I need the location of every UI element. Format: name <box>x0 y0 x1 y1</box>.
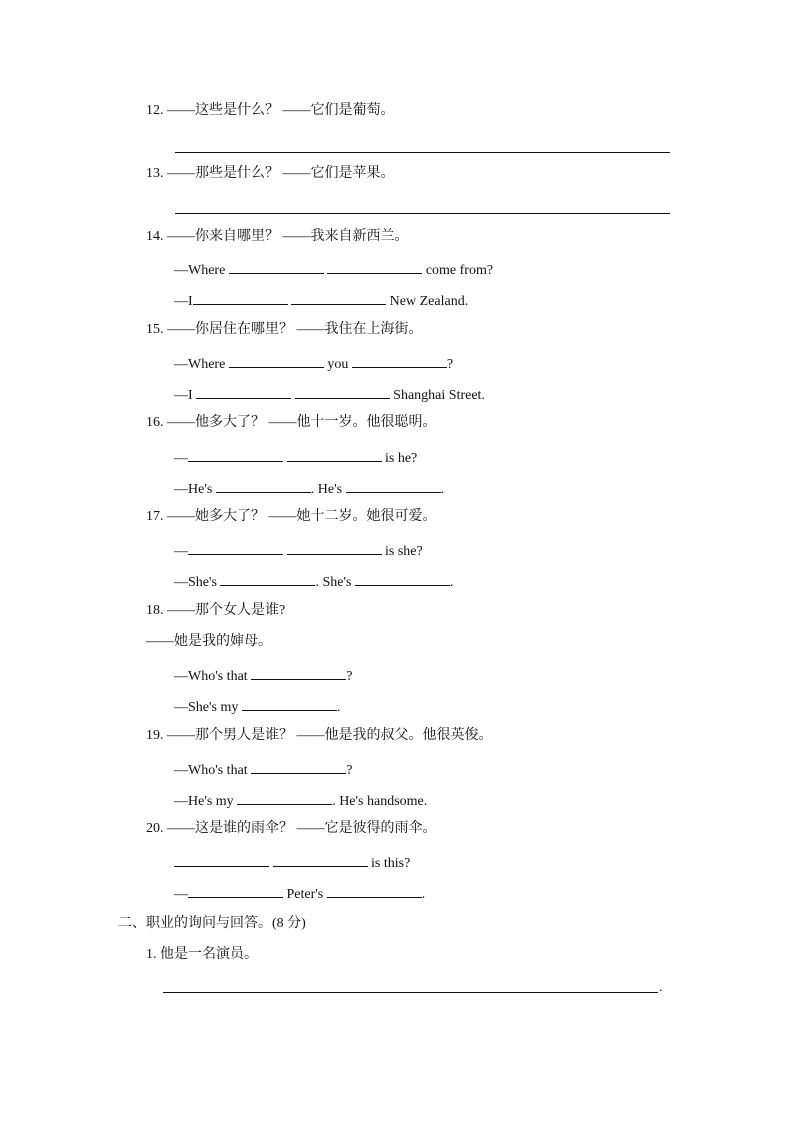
answer-line-13[interactable] <box>175 213 670 214</box>
q16-line-1 <box>174 447 417 468</box>
text-segment: Shanghai Street. <box>393 388 485 403</box>
text-segment: is this? <box>371 856 411 871</box>
text-segment: . <box>440 482 445 497</box>
text-segment: . <box>449 575 454 590</box>
question-13 <box>146 165 395 183</box>
fill-blank[interactable] <box>251 665 346 680</box>
text-segment: ? <box>346 763 353 778</box>
question-14 <box>146 228 409 246</box>
text-segment: . <box>421 887 426 902</box>
question-number: 17. <box>146 509 164 524</box>
text-segment: —I <box>174 294 193 309</box>
fill-blank[interactable] <box>291 290 386 305</box>
fill-blank[interactable] <box>216 478 311 493</box>
fill-blank[interactable] <box>251 759 346 774</box>
text-segment: ? <box>346 669 353 684</box>
fill-blank[interactable] <box>273 852 368 867</box>
question-prompt: ——这是谁的雨伞？ ——它是彼得的雨伞。 <box>167 821 437 836</box>
q20-line-2 <box>174 883 425 904</box>
fill-blank[interactable] <box>188 447 283 462</box>
question-15 <box>146 321 423 339</box>
fill-blank[interactable] <box>295 384 390 399</box>
text-segment: — <box>174 451 188 466</box>
text-segment: you <box>327 357 349 372</box>
fill-blank[interactable] <box>287 540 382 555</box>
question-prompt: ——那个男人是谁？ ——他是我的叔父。他很英俊。 <box>167 728 493 743</box>
question-prompt: ——那个女人是谁? <box>167 603 286 618</box>
question-prompt: ——他多大了？ ——他十一岁。他很聪明。 <box>167 415 437 430</box>
fill-blank[interactable] <box>287 447 382 462</box>
question-number: 13. <box>146 166 164 181</box>
q18-line-2 <box>174 696 340 717</box>
text-segment: New Zealand. <box>389 294 469 309</box>
question-12 <box>146 102 395 120</box>
q14-line-2 <box>174 290 468 311</box>
text-segment: is he? <box>385 451 418 466</box>
fill-blank[interactable] <box>229 353 324 368</box>
fill-blank[interactable] <box>193 290 288 305</box>
question-16 <box>146 414 437 432</box>
fill-blank[interactable] <box>346 478 441 493</box>
fill-blank[interactable] <box>352 353 447 368</box>
question-17 <box>146 508 437 526</box>
fill-blank[interactable] <box>237 790 332 805</box>
text-segment: —Who's that <box>174 763 248 778</box>
question-number: 15. <box>146 322 164 337</box>
question-number: 1. <box>146 947 157 962</box>
answer-line-s2-1[interactable] <box>163 992 658 993</box>
q20-line-1 <box>174 852 410 873</box>
question-prompt: 他是一名演员。 <box>160 947 258 962</box>
question-number: 14. <box>146 229 164 244</box>
text-segment: —He's <box>174 482 213 497</box>
answer-line-12[interactable] <box>175 152 670 153</box>
question-number: 12. <box>146 103 164 118</box>
text-segment: —Where <box>174 263 226 278</box>
question-19 <box>146 727 493 745</box>
fill-blank[interactable] <box>188 883 283 898</box>
section-2-title <box>118 915 306 933</box>
text-segment: Peter's <box>286 887 324 902</box>
text-segment: . He's handsome. <box>332 794 428 809</box>
text-segment: ? <box>446 357 454 372</box>
fill-blank[interactable] <box>327 259 422 274</box>
fill-blank[interactable] <box>174 852 269 867</box>
section-heading: 二、职业的询问与回答。(8 分) <box>118 916 306 931</box>
section-2-question-1 <box>146 946 258 964</box>
question-prompt: ——你居住在哪里？ ——我住在上海街。 <box>167 322 423 337</box>
text-segment: . She's <box>315 575 352 590</box>
question-number: 18. <box>146 603 164 618</box>
fill-blank[interactable] <box>242 696 337 711</box>
q19-line-2 <box>174 790 427 811</box>
text-segment: — <box>174 887 188 902</box>
text-segment: —I <box>174 388 193 403</box>
text-segment: . <box>336 700 341 715</box>
text-segment: is she? <box>385 544 423 559</box>
question-number: 20. <box>146 821 164 836</box>
question-prompt: ——这些是什么？ ——它们是葡萄。 <box>167 103 395 118</box>
q14-line-1 <box>174 259 493 280</box>
q15-line-2 <box>174 384 485 405</box>
question-number: 19. <box>146 728 164 743</box>
text-segment: —Where <box>174 357 226 372</box>
period-mark: . <box>659 980 663 995</box>
q16-line-2 <box>174 478 444 499</box>
text-segment: —Who's that <box>174 669 248 684</box>
fill-blank[interactable] <box>355 571 450 586</box>
q15-line-1 <box>174 353 453 374</box>
text-segment: —She's <box>174 575 217 590</box>
text-segment: come from? <box>425 263 494 278</box>
text-segment: —He's my <box>174 794 234 809</box>
question-18-answer-prompt <box>146 633 272 651</box>
question-prompt: ——那些是什么？ ——它们是苹果。 <box>167 166 395 181</box>
text-segment: —She's my <box>174 700 239 715</box>
question-prompt: ——她是我的婶母。 <box>146 634 272 649</box>
fill-blank[interactable] <box>229 259 324 274</box>
fill-blank[interactable] <box>327 883 422 898</box>
question-number: 16. <box>146 415 164 430</box>
q18-line-1 <box>174 665 352 686</box>
fill-blank[interactable] <box>220 571 315 586</box>
fill-blank[interactable] <box>196 384 291 399</box>
text-segment: — <box>174 544 188 559</box>
question-18 <box>146 602 285 620</box>
q19-line-1 <box>174 759 352 780</box>
question-20 <box>146 820 437 838</box>
q17-line-2 <box>174 571 453 592</box>
question-prompt: ——她多大了？ ——她十二岁。她很可爱。 <box>167 509 437 524</box>
fill-blank[interactable] <box>188 540 283 555</box>
q17-line-1 <box>174 540 423 561</box>
question-prompt: ——你来自哪里？ ——我来自新西兰。 <box>167 229 409 244</box>
text-segment: . He's <box>310 482 343 497</box>
